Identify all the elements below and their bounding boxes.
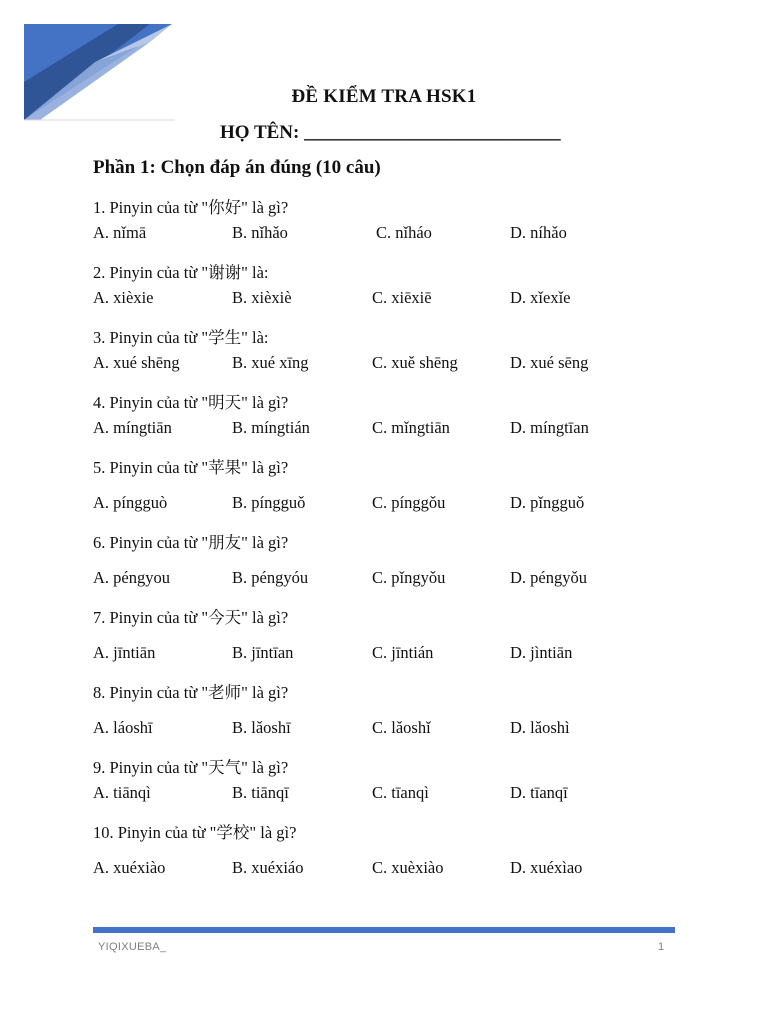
answer-option-b: B. lǎoshī xyxy=(232,718,291,737)
answer-option-d: D. xué sēng xyxy=(510,353,589,372)
answer-option-c: C. lǎoshǐ xyxy=(372,718,431,737)
answer-option-b: B. nǐhǎo xyxy=(232,223,288,242)
answer-option-d: D. jìntiān xyxy=(510,643,573,662)
answer-option-a: A. nǐmā xyxy=(93,223,147,242)
answer-option-c: C. xiēxiē xyxy=(372,288,432,307)
title-text: ĐỀ KIỂM TRA HSK1 xyxy=(291,86,477,107)
answer-option-c: C. xuě shēng xyxy=(372,353,458,372)
answer-option-a: A. tiānqì xyxy=(93,783,151,802)
answer-option-d: D. xuéxìao xyxy=(510,858,583,877)
answer-options xyxy=(0,718,768,740)
answer-option-a: A. píngguò xyxy=(93,493,168,512)
name-field-label: HỌ TÊN: ___________________________ xyxy=(220,122,561,143)
question-text: 3. Pinyin của từ "学生" là: xyxy=(93,328,269,347)
answer-option-c: C. pínggǒu xyxy=(372,493,446,512)
answer-option-c: C. pǐngyǒu xyxy=(372,568,446,587)
answer-option-a: A. jīntiān xyxy=(93,643,156,662)
answer-option-c: C. jīntián xyxy=(372,643,434,662)
question-text: 7. Pinyin của từ "今天" là gì? xyxy=(93,608,289,627)
answer-options xyxy=(0,223,768,245)
answer-option-d: D. pǐngguǒ xyxy=(510,493,585,512)
answer-options xyxy=(0,783,768,805)
question-text: 8. Pinyin của từ "老师" là gì? xyxy=(93,683,289,702)
answer-option-d: D. lǎoshì xyxy=(510,718,570,737)
corner-decoration xyxy=(0,0,190,140)
answer-option-c: C. mǐngtiān xyxy=(372,418,450,437)
answer-option-b: B. xuéxiáo xyxy=(232,858,304,877)
answer-options xyxy=(0,643,768,665)
answer-option-d: D. tīanqī xyxy=(510,783,568,802)
question-text: 4. Pinyin của từ "明天" là gì? xyxy=(93,393,289,412)
question-text: 6. Pinyin của từ "朋友" là gì? xyxy=(93,533,289,552)
page-number: 1 xyxy=(658,941,665,953)
footer-divider xyxy=(93,927,675,933)
answer-option-b: B. píngguǒ xyxy=(232,493,306,512)
answer-option-a: A. xuéxiào xyxy=(93,858,166,877)
answer-option-a: A. xièxie xyxy=(93,288,154,307)
answer-option-c: C. tīanqì xyxy=(372,783,429,802)
answer-options xyxy=(0,418,768,440)
section-title: Phần 1: Chọn đáp án đúng (10 câu) xyxy=(93,157,381,178)
answer-option-c: C. nǐháo xyxy=(376,223,432,242)
footer-text: YIQIXUEBA_ xyxy=(98,941,167,953)
answer-option-a: A. láoshī xyxy=(93,718,153,737)
answer-option-a: A. xué shēng xyxy=(93,353,180,372)
answer-option-a: A. míngtiān xyxy=(93,418,172,437)
answer-option-a: A. péngyou xyxy=(93,568,170,587)
answer-option-b: B. tiānqī xyxy=(232,783,289,802)
answer-options xyxy=(0,568,768,590)
answer-option-d: D. míngtīan xyxy=(510,418,589,437)
answer-options xyxy=(0,288,768,310)
answer-option-d: D. níhǎo xyxy=(510,223,567,242)
answer-option-b: B. xué xīng xyxy=(232,353,309,372)
question-text: 9. Pinyin của từ "天气" là gì? xyxy=(93,758,289,777)
answer-option-b: B. xièxiè xyxy=(232,288,292,307)
answer-option-d: D. xǐexǐe xyxy=(510,288,571,307)
answer-option-b: B. jīntīan xyxy=(232,643,294,662)
answer-options xyxy=(0,858,768,880)
question-text: 10. Pinyin của từ "学校" là gì? xyxy=(93,823,297,842)
answer-option-b: B. péngyóu xyxy=(232,568,309,587)
question-text: 1. Pinyin của từ "你好" là gì? xyxy=(93,198,289,217)
answer-option-c: C. xuèxiào xyxy=(372,858,444,877)
answer-options xyxy=(0,353,768,375)
answer-options xyxy=(0,493,768,515)
question-text: 2. Pinyin của từ "谢谢" là: xyxy=(93,263,269,282)
page-title xyxy=(0,86,768,108)
question-text: 5. Pinyin của từ "苹果" là gì? xyxy=(93,458,289,477)
answer-option-b: B. míngtián xyxy=(232,418,310,437)
answer-option-d: D. péngyǒu xyxy=(510,568,587,587)
